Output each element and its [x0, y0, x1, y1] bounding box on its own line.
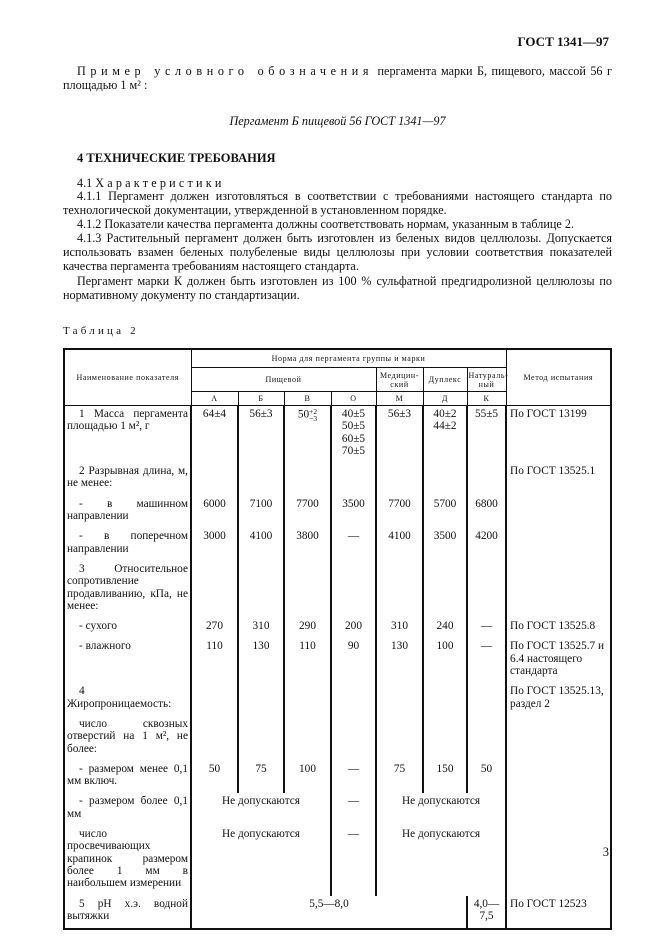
value-line: 110: [299, 640, 316, 653]
indicator-label: число просвечивающих крапинок размером более 1 мм в наибольшем измерении: [67, 828, 188, 890]
indicator-label: 3 Относительное сопротивление продавливанию, кПа, не менее:: [67, 562, 188, 612]
value-line: 55±5: [474, 408, 499, 420]
norm-value: [284, 716, 331, 761]
norm-value: [191, 561, 238, 618]
norm-value: [331, 638, 376, 683]
norm-value: [238, 561, 284, 618]
norm-value: [284, 638, 331, 683]
value-line: 5700: [433, 497, 457, 510]
value-line: 240: [436, 620, 454, 633]
indicator-label: - в поперечном направлении: [67, 530, 188, 555]
value-line: Не допускаются: [402, 795, 481, 808]
indicator-label: 1 Масса пергамента площадью 1 м², г: [67, 408, 188, 433]
norm-value: [331, 683, 376, 716]
norm-value: [331, 716, 376, 761]
value-line: 6800: [475, 497, 498, 510]
norm-value: [467, 618, 506, 638]
norm-value: [423, 716, 467, 761]
indicator-label: - размером менее 0,1 мм включ.: [67, 762, 188, 788]
value-line: 50: [208, 762, 221, 775]
norm-value: [284, 496, 331, 529]
indicator-name: [64, 618, 191, 638]
norm-value: [423, 618, 467, 638]
norm-value: [331, 618, 376, 638]
value-line: 50: [480, 762, 493, 775]
value-line: 4,0—7,5: [473, 897, 500, 922]
test-method: По ГОСТ 12523: [506, 896, 611, 930]
test-method: [506, 716, 611, 761]
value-line: 3000: [203, 530, 226, 543]
table-row: [64, 716, 611, 761]
norm-value: [467, 561, 506, 618]
subsection-label: Характеристики: [95, 176, 225, 190]
paragraph-4-1-2: 4.1.2 Показатели качества пергамента должны соответствовать нормам, указанным в таблице 2.: [77, 217, 575, 231]
value-line: 7100: [249, 497, 273, 510]
indicator-name: [64, 896, 191, 930]
norm-value: [423, 683, 467, 716]
header-norm: Норма для пергамента группы и марки: [191, 349, 506, 368]
document-code: ГОСТ 1341—97: [517, 34, 609, 49]
header-natural: Натураль-ный: [467, 368, 506, 392]
norm-value: [467, 528, 506, 561]
test-method: [506, 496, 611, 529]
value-line: 150: [436, 762, 454, 775]
value-line: 130: [391, 640, 408, 653]
header-grade: М: [376, 392, 423, 406]
table-row: [64, 896, 611, 930]
indicator-label: число сквозных отверстий на 1 м², не более:: [67, 717, 188, 755]
indicator-name: [64, 561, 191, 618]
indicator-name: [64, 463, 191, 496]
test-method: [506, 793, 611, 826]
header-medical: Медицин-ский: [376, 368, 423, 392]
value-line: 4100: [249, 530, 273, 543]
norm-value: [191, 793, 331, 826]
norm-value: [284, 406, 331, 464]
paragraph-4-1-1: 4.1.1 Пергамент должен изготовляться в соответствии с требованиями настоящего стандарта по технологической документации, утвержденной в установленном порядке.: [63, 189, 612, 217]
value-line: 7700: [296, 497, 319, 510]
table-row: [64, 528, 611, 561]
value-line: 56±3: [387, 408, 412, 420]
header-duplex: Дуплекс: [423, 368, 467, 392]
norm-value: [376, 638, 423, 683]
norm-value: [284, 683, 331, 716]
value-line: 40±2: [433, 408, 457, 420]
indicator-name: [64, 826, 191, 895]
norm-value: [191, 761, 238, 794]
norm-value: [467, 683, 506, 716]
norm-value: [376, 826, 506, 895]
value-line: 70±5: [341, 444, 366, 457]
paragraph-4-1-3: 4.1.3 Растительный пергамент должен быть изготовлен из беленых видов целлюлозы. Допускается использовать взамен беленых полубеленые виды целлюлозы при условии соответствия показателей качества пергамента требованиям настоящего стандарта.: [63, 231, 612, 273]
norm-value: [423, 638, 467, 683]
norm-value: [191, 896, 467, 930]
norm-value: [331, 793, 376, 826]
value-line: 100: [436, 640, 454, 653]
value-line: 130: [252, 640, 270, 653]
indicator-name: [64, 528, 191, 561]
value-line: Не допускаются: [221, 795, 300, 808]
indicator-name: [64, 638, 191, 683]
value-line: 60±5: [341, 432, 366, 445]
norm-value: [331, 761, 376, 794]
header-method: Метод испытания: [506, 349, 611, 406]
norm-value: [423, 463, 467, 496]
norm-value: [467, 496, 506, 529]
value-line: 75: [393, 762, 406, 775]
indicator-label: - влажного: [79, 640, 131, 653]
value-line: Не допускаются: [221, 828, 300, 841]
value-line: 200: [345, 620, 362, 633]
norm-value: [423, 528, 467, 561]
header-food: Пищевой: [191, 368, 376, 392]
value-line: 50±5: [341, 420, 366, 433]
header-grade: А: [191, 392, 238, 406]
norm-value: [376, 761, 423, 794]
header-grade: В: [284, 392, 331, 406]
indicator-label: 5 pH х.э. водной вытяжки: [67, 897, 188, 922]
norm-value: [331, 463, 376, 496]
value-line: 100: [299, 762, 316, 775]
norm-value: [467, 463, 506, 496]
norm-value: [467, 761, 506, 794]
paragraph-grade-k: Пергамент марки К должен быть изготовлен из 100 % сульфатной предгидролизной целлюлозы по нормативному документу по стандартизации.: [63, 274, 612, 302]
norm-value: [331, 406, 376, 464]
value-line: 3800: [296, 530, 319, 543]
indicator-name: [64, 496, 191, 529]
test-method: [506, 561, 611, 618]
norm-value: [331, 496, 376, 529]
subsection-title: [63, 176, 612, 190]
norm-value: [191, 406, 238, 464]
example-designation: Пергамент Б пищевой 56 ГОСТ 1341—97: [229, 114, 446, 128]
norm-value: [467, 406, 506, 464]
value-line: 64±4: [202, 408, 227, 420]
section-title: 4 ТЕХНИЧЕСКИЕ ТРЕБОВАНИЯ: [77, 151, 276, 165]
value-line: 56±3: [249, 408, 273, 420]
value-line: —: [347, 762, 360, 775]
value-line: 90: [347, 640, 360, 653]
norm-value: [331, 528, 376, 561]
header-grade: О: [331, 392, 376, 406]
indicator-label: - в машинном направлении: [67, 497, 188, 523]
norm-value: [191, 716, 238, 761]
test-method: [506, 761, 611, 794]
test-method: По ГОСТ 13525.13, раздел 2: [506, 683, 611, 716]
value-line: 3500: [433, 530, 457, 543]
norm-value: [467, 638, 506, 683]
norm-value: [376, 716, 423, 761]
indicator-label: - сухого: [79, 620, 117, 633]
header-grade: Б: [238, 392, 284, 406]
norm-value: [423, 496, 467, 529]
table-row: [64, 496, 611, 529]
value-line: 290: [299, 620, 316, 633]
norm-value: [238, 463, 284, 496]
value-line: 7700: [388, 497, 411, 510]
norm-value: [191, 496, 238, 529]
value-line: 310: [252, 620, 270, 633]
table-row: [64, 826, 611, 895]
norm-value: [284, 618, 331, 638]
norm-value: [376, 561, 423, 618]
test-method: По ГОСТ 13199: [506, 406, 611, 464]
norm-value: [238, 716, 284, 761]
header-grade: Д: [423, 392, 467, 406]
norm-value: [191, 528, 238, 561]
subsection-number: 4.1: [77, 176, 96, 190]
test-method: По ГОСТ 13525.1: [506, 463, 611, 496]
norm-value: [376, 496, 423, 529]
requirements-table: [63, 348, 612, 930]
table-caption: Таблица 2: [63, 325, 139, 337]
table-row: [64, 761, 611, 794]
norm-value: [376, 528, 423, 561]
norm-value: [376, 406, 423, 464]
value-line: 5,5—8,0: [309, 897, 349, 910]
norm-value: [331, 826, 376, 895]
norm-value: [376, 793, 506, 826]
value-line: 4100: [388, 530, 411, 543]
norm-value: [376, 683, 423, 716]
norm-value: [284, 463, 331, 496]
norm-value: [238, 528, 284, 561]
norm-value: [238, 761, 284, 794]
value-line: Не допускаются: [402, 828, 481, 841]
indicator-label: - размером более 0,1 мм: [67, 795, 188, 820]
table-row: [64, 618, 611, 638]
table-row: [64, 463, 611, 496]
value-line: 40±5: [341, 408, 366, 420]
value-line: —: [347, 795, 360, 808]
indicator-label: 2 Разрывная длина, м, не менее:: [67, 465, 188, 490]
norm-value: [284, 528, 331, 561]
table-row: [64, 638, 611, 683]
header-indicator: Наименование показателя: [64, 349, 191, 406]
norm-value: [423, 561, 467, 618]
norm-value: [376, 463, 423, 496]
value-line: 110: [206, 640, 223, 653]
example-paragraph: [63, 64, 612, 92]
table-row: [64, 793, 611, 826]
norm-value: [423, 761, 467, 794]
norm-value: [423, 406, 467, 464]
value-line: 310: [391, 620, 408, 633]
indicator-name: [64, 716, 191, 761]
value-line: 44±2: [433, 420, 457, 433]
norm-value: [191, 618, 238, 638]
norm-value: [331, 561, 376, 618]
norm-value: [238, 638, 284, 683]
norm-value: [467, 716, 506, 761]
table-row: [64, 683, 611, 716]
norm-value: [284, 761, 331, 794]
value-line: 4200: [475, 530, 498, 543]
indicator-label: 4 Жиропроницаемость:: [67, 685, 172, 710]
header-grade: К: [467, 392, 506, 406]
value-line: 270: [206, 620, 223, 633]
indicator-name: [64, 761, 191, 794]
norm-value: [191, 463, 238, 496]
indicator-name: [64, 683, 191, 716]
value-line: —: [347, 530, 360, 543]
norm-value: [191, 826, 331, 895]
indicator-name: [64, 406, 191, 464]
norm-value: [467, 896, 506, 930]
test-method: По ГОСТ 13525.7 и 6.4 настоящего стандарта: [506, 638, 611, 683]
table-row: [64, 406, 611, 464]
norm-value: [238, 683, 284, 716]
value-line: 6000: [203, 497, 226, 510]
value-line: 50 +2 −3: [297, 407, 318, 423]
page-number: 3: [602, 845, 609, 859]
norm-value: [238, 406, 284, 464]
example-lead: Пример условного обозначения: [77, 64, 374, 78]
example-text: пергамента марки Б, пищевого, массой 56 г площадью 1 м² :: [63, 64, 612, 92]
norm-value: [238, 618, 284, 638]
indicator-name: [64, 793, 191, 826]
test-method: По ГОСТ 13525.8: [506, 618, 611, 638]
norm-value: [191, 638, 238, 683]
table-row: [64, 561, 611, 618]
value-line: —: [480, 620, 493, 633]
test-method: [506, 528, 611, 561]
norm-value: [284, 561, 331, 618]
value-line: —: [347, 828, 360, 841]
value-line: —: [480, 640, 493, 653]
value-line: 3500: [342, 497, 365, 510]
norm-value: [191, 683, 238, 716]
norm-value: [238, 496, 284, 529]
norm-value: [376, 618, 423, 638]
value-line: 75: [255, 762, 267, 775]
test-method: [506, 826, 611, 895]
